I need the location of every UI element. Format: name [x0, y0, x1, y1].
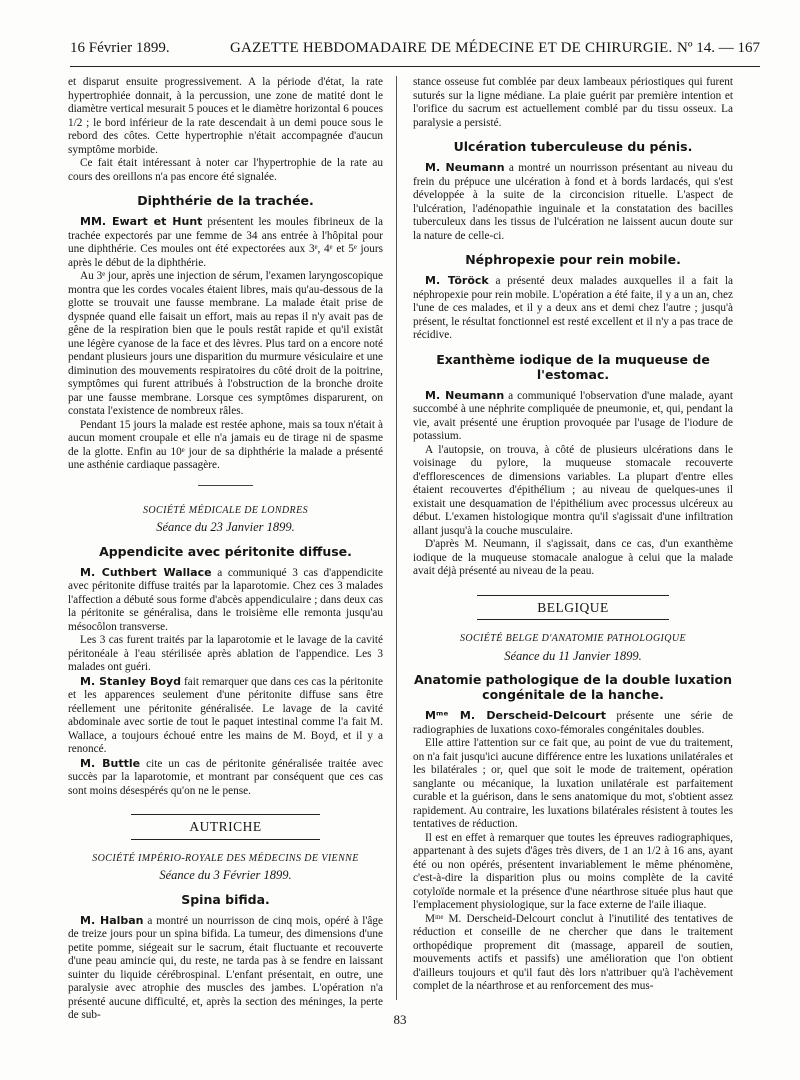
section-title: Diphthérie de la trachée.: [137, 193, 314, 208]
paragraph: Ce fait était intéressant à noter car l'hypertrophie de la rate au cours des oreillons n'a pas encore été signalée.: [68, 157, 383, 183]
paragraph: Pendant 15 jours la malade est restée aphone, mais sa toux n'était à aucun moment croupale et elle n'a jamais eu de tirage ni de spasme de la glotte. Enfin au 10ᵉ jour de sa diphthérie la malade a présenté une asthénie cardiaque passagère.: [68, 418, 383, 471]
paragraph: D'après M. Neumann, il s'agissait, dans ce cas, d'un exanthème iodique de la muqueuse stomacale analogue à celui que la malade avait déjà présenté au niveau de la peau.: [413, 538, 733, 577]
paragraph: M. Halban a montré un nourrisson de cinq mois, opéré à l'âge de treize jours pour un spina bifida. La tumeur, des dimensions d'une petite pomme, siégeait sur le sacrum, était fluctuante et recouverte d'une peau amincie qui, du reste, ne tarda pas à se fendre en laissant suinter du liquide cérébrospinal. L'enfant présentait, en outre, une paralysie avec atrophie des muscles des jambes. L'opération n'a présenté aucune difficulté, et, après la section des méninges, la perte de sub-: [68, 913, 383, 1021]
section-title: Appendicite avec péritonite diffuse.: [99, 543, 352, 559]
paragraph: A l'autopsie, on trouva, à côté de plusieurs ulcérations dans le voisinage du pylore, la muqueuse stomacale recouverte d'efflorescences de dimensions variables. La plupart d'entre elles étaient recouvertes d'épithélium ; au niveau de quelques-unes il existait une desquamation de l'épithélium avec processus ulcéreux au début. L'examen histologique montra qu'il s'agissait d'une infiltration allant jusqu'à la couche musculaire.: [413, 443, 733, 537]
paragraph: Au 3ᵉ jour, après une injection de sérum, l'examen laryngoscopique montra que les cordes vocales étaient libres, mais qu'au-dessous de la glotte se trouvait une fausse membrane. La malade était prise de dyspnée quand elle faisait un effort, mais au repas il n'y avait pas de gêne de la respiration bien que le pouls restât rapide et qu'il existât une légère cyanose de la face et des lèvres. Plus tard on a encore noté pendant plusieurs jours une disparition du murmure vésiculaire et une diminution des mouvements respiratoires du côté droit de la poitrine, symptômes qui furent attribués à l'obstruction de la bronche droite par une fausse membrane. Lorsque ces symptômes disparurent, on constata l'existence de nombreux râles.: [68, 270, 383, 417]
column-divider: [396, 76, 397, 1000]
header-page-number: Nº 14. — 167: [677, 40, 760, 56]
paragraph: M. Buttle cite un cas de péritonite généralisée traitée avec succès par la laparotomie, et montrant par conséquent que ces cas sont moins désespérés qu'on ne le pense.: [68, 756, 383, 797]
section-title: Ulcération tuberculeuse du pénis.: [453, 139, 693, 154]
country-heading: AUTRICHE: [131, 814, 320, 840]
session-date: Séance du 11 Janvier 1899.: [504, 648, 642, 663]
header-title: GAZETTE HEBDOMADAIRE DE MÉDECINE ET DE CHIRURGIE.: [230, 40, 673, 56]
author-name: M. Stanley Boyd: [80, 674, 181, 688]
paragraph: stance osseuse fut comblée par deux lambeaux périostiques qui furent suturés sur la ligne médiane. La plaie guérit par première intention et l'orifice du sacrum est actuellement comblé par du tissu osseux. La paralysie a persisté.: [413, 76, 733, 129]
author-name: M. Halban: [80, 913, 144, 927]
left-column: [68, 76, 383, 1023]
paragraph: Les 3 cas furent traités par la laparotomie et le lavage de la cavité péritonéale à l'eau stérilisée après ablation de l'appendice. Les 3 malades ont guéri.: [68, 634, 383, 673]
author-name: M. Cuthbert Wallace: [80, 565, 212, 579]
section-title: Spina bifida.: [181, 891, 270, 907]
country-heading: BELGIQUE: [477, 595, 669, 621]
paragraph: Elle attire l'attention sur ce fait que, au point de vue du traitement, on n'a fait jusqu'ici aucune différence entre les luxations unilatérales et les bilatérales ; or, quel que soit le mode de traitement, opération sanglante ou mécanique, la luxation unilatérale est parfaitement curable et la guérison, dans le sens anatomique du mot, s'obtient assez rapidement. Au contraire, les luxations bilatérales résistent à toutes les tentatives de réduction.: [413, 737, 733, 830]
page-footer-number: 83: [393, 1012, 407, 1027]
section-title: Néphropexie pour rein mobile.: [465, 252, 681, 267]
paragraph: M. Neumann a communiqué l'observation d'une malade, ayant succombé à une néphrite compliquée de pneumonie, et, qui, pendant la vie, avait présenté une éruption provoquée par l'usage de l'iodure de potassium.: [413, 388, 733, 442]
section-title: Anatomie pathologique de la double luxation congénitale de la hanche.: [413, 672, 733, 702]
author-name: M. Töröck: [425, 274, 489, 287]
society-name: SOCIÉTÉ IMPÉRIO-ROYALE DES MÉDECINS DE VIENNE: [92, 852, 359, 864]
separator: [198, 485, 253, 486]
session-date: Séance du 3 Février 1899.: [159, 868, 292, 882]
society-name: SOCIÉTÉ MÉDICALE DE LONDRES: [143, 504, 308, 516]
section-title: Exanthème iodique de la muqueuse de l'estomac.: [436, 351, 710, 382]
paragraph: M. Töröck a présenté deux malades auxquelles il a fait la néphropexie pour rein mobile. L'opération a été faite, il y a un an, chez l'une de ces malades, et il y a deux ans et demi chez l'autre ; jusqu'à présent, le résultat fonctionnel est resté excellent et il n'y a pas trace de récidive.: [413, 274, 733, 341]
header-date: 16 Février 1899.: [70, 40, 170, 56]
paragraph: MM. Ewart et Hunt présentent les moules fibrineux de la trachée expectorés par une femme de 34 ans entrée à l'hôpital pour une diphthérie. Ces moules ont été expectorées aux 3ᵉ, 4ᵉ et 5ᵉ jours après le début de la diphthérie.: [68, 215, 384, 269]
paragraph: Mᵐᵉ M. Derscheid-Delcourt conclut à l'inutilité des tentatives de réduction et conseille de ne chercher que dans le traitement orthopédique proprement dit (massage, appareil de soutien, mouvements actifs et passifs) une amélioration que l'on obtient d'ailleurs toujours et qu'il faut dès lors n'attribuer qu'à l'achèvement complet de la néarthrose et au renforcement des mus-: [413, 912, 733, 992]
paragraph: M. Cuthbert Wallace a communiqué 3 cas d'appendicite avec péritonite diffuse traités par la laparotomie. Chez ces 3 malades l'affection a débuté sous forme d'abcès appendiculaire ; dans deux cas la péritonite se généralisa, dans le troisième elle remonta jusqu'au mésocôlon transverse.: [68, 565, 383, 633]
paragraph: et disparut ensuite progressivement. A la période d'état, la rate hypertrophiée donnait, à la percussion, une zone de matité dont le diamètre vertical mesurait 5 pouces et le diamètre horizontal 6 pouces 1/2 ; le bord inférieur de la rate descendait à un demi pouce sous le rebord des côtes. Cette hypertrophie n'était accompagnée d'aucun symptôme morbide.: [68, 76, 383, 156]
paragraph: Il est en effet à remarquer que toutes les épreuves radiographiques, appartenant à des sujets d'âges très divers, de 1 an 1/2 à 16 ans, ayant été ou non opérés, présentent invariablement le même phénomène, c'est-à-dire la disparition plus ou moins complète de la cavité cotyloïde normale et la présence d'une néarthrose située plus haut que l'emplacement physiologique, sur la face externe de l'aile iliaque.: [413, 831, 733, 911]
author-name: MM. Ewart et Hunt: [80, 215, 203, 228]
paragraph: Mᵐᵉ M. Derscheid-Delcourt présente une série de radiographies de luxations coxo-fémorales congénitales doubles.: [413, 709, 733, 736]
author-name: Mᵐᵉ M. Derscheid-Delcourt: [425, 709, 606, 722]
paragraph: M. Stanley Boyd fait remarquer que dans ces cas la péritonite et les apparences seulement d'une péritonite diffuse sans être réellement une péritonite généralisée. Le lavage de la cavité abdominale avec sortie de tout le paquet intestinal comme l'a fait M. Wallace, a toujours échoué entre les mains de M. Boyd, et il y a renoncé.: [68, 674, 383, 755]
right-column: [413, 76, 733, 994]
running-header: [70, 40, 760, 67]
society-name: SOCIÉTÉ BELGE D'ANATOMIE PATHOLOGIQUE: [459, 633, 687, 644]
author-name: M. Neumann: [425, 161, 505, 174]
paragraph: M. Neumann a montré un nourrisson présentant au niveau du frein du prépuce une ulcération à fond et à bords lardacés, qui s'est développée à la suite de la circoncision rituelle. L'aspect de l'ulcération, l'adénopathie inguinale et la constatation des bacilles tuberculeux dans les tissus de l'ulcération ne laissent aucun doute sur la nature de celle-ci.: [413, 161, 734, 242]
session-date: Séance du 23 Janvier 1899.: [156, 520, 295, 534]
author-name: M. Neumann: [425, 388, 505, 402]
author-name: M. Buttle: [80, 756, 141, 770]
